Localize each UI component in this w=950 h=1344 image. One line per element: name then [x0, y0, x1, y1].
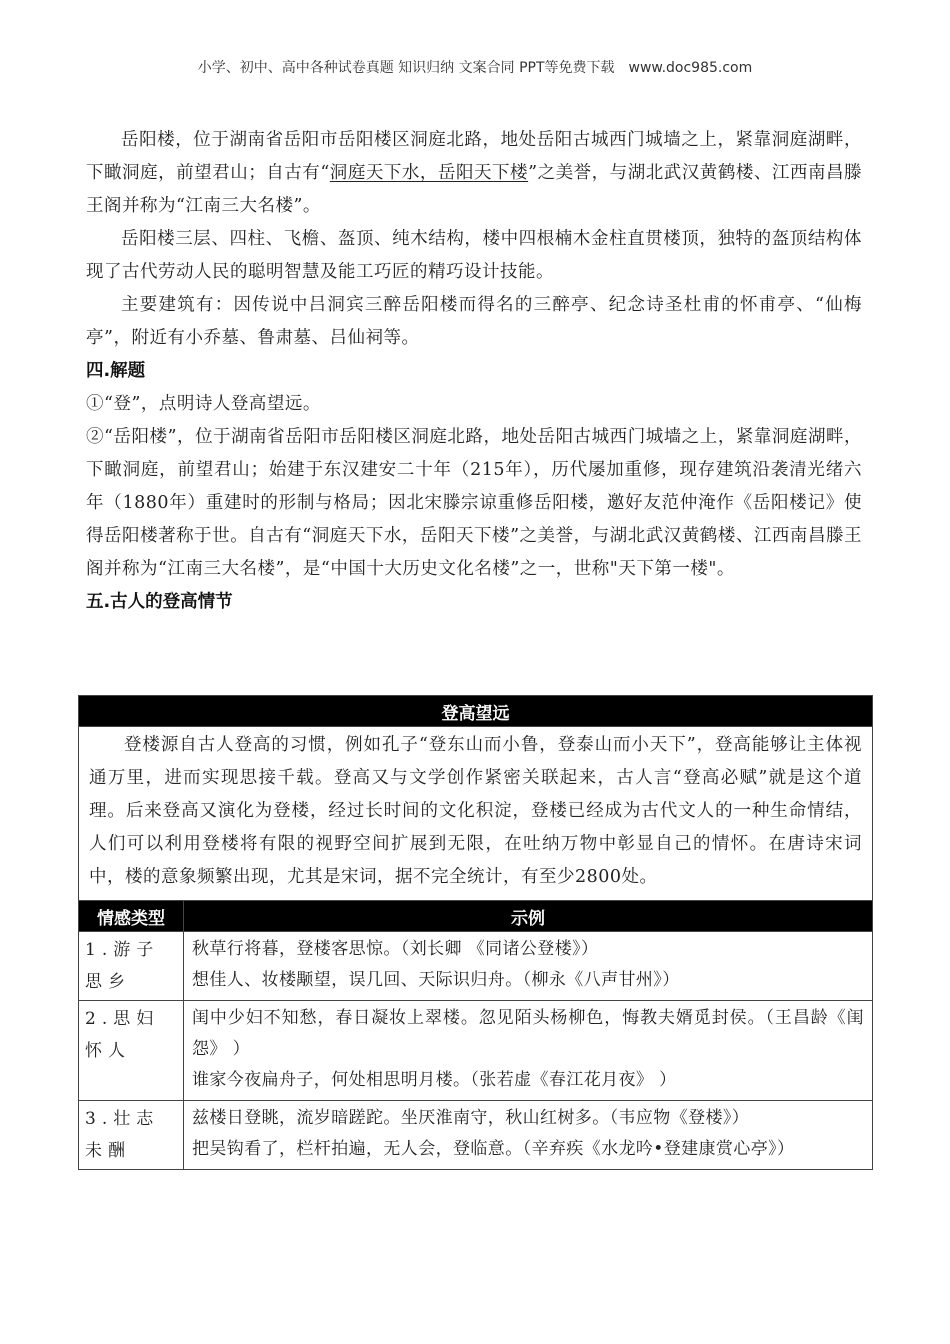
- section-4-item-2: ②“岳阳楼”，位于湖南省岳阳市岳阳楼区洞庭北路，地处岳阳古城西门城墙之上，紧靠洞庭湖畔，下瞰洞庭，前望君山；始建于东汉建安二十年（215年），历代屡加重修，现存建筑沿袭清光绪六年（1880年）重建时的形制与格局；因北宋滕宗谅重修岳阳楼，邀好友范仲淹作《岳阳楼记》使得岳阳楼著称于世。自古有“洞庭天下水，岳阳天下楼”之美誉，与湖北武汉黄鹤楼、江西南昌滕王阁并称为“江南三大名楼”，是“中国十大历史文化名楼”之一，世称"天下第一楼"。: [86, 427, 862, 579]
- column-header-example: 示例: [184, 901, 873, 932]
- emotion-type: 2.思妇怀人: [79, 1001, 184, 1101]
- example-line: 想佳人、妆楼颙望，误几回、天际识归舟。（柳永《八声甘州》）: [192, 970, 680, 990]
- table-intro-cell: [79, 727, 873, 901]
- examples-cell: [184, 1001, 873, 1101]
- example-line: 兹楼日登眺，流岁暗蹉跎。坐厌淮南守，秋山红树多。（韦应物《登楼》）: [192, 1108, 750, 1128]
- section-4-item-1: ①“登”，点明诗人登高望远。: [86, 394, 321, 414]
- section-4-title: 四.解题: [86, 361, 146, 381]
- page-header: [0, 57, 950, 77]
- header-text: 小学、初中、高中各种试卷真题 知识归纳 文案合同 PPT等免费下载: [197, 60, 615, 76]
- intro-paragraph-1: 岳阳楼，位于湖南省岳阳市岳阳楼区洞庭北路，地处岳阳古城西门城墙之上，紧靠洞庭湖畔，下瞰洞庭，前望君山；自古有“洞庭天下水，岳阳天下楼”之美誉，与湖北武汉黄鹤楼、江西南昌滕王阁并称为“江南三大名楼”。: [86, 130, 862, 216]
- table-row: [79, 932, 873, 1001]
- intro-paragraph-3: 主要建筑有：因传说中吕洞宾三醉岳阳楼而得名的三醉亭、纪念诗圣杜甫的怀甫亭、“仙梅亭”，附近有小乔墓、鲁肃墓、吕仙祠等。: [86, 295, 862, 348]
- example-line: 把吴钩看了，栏杆拍遍，无人会，登临意。（辛弃疾《水龙吟•登建康赏心亭》）: [192, 1139, 795, 1159]
- example-line: 闺中少妇不知愁，春日凝妆上翠楼。忽见陌头杨柳色，悔教夫婿觅封侯。（王昌龄《闺怨》 ）: [192, 1008, 864, 1059]
- column-header-type: 情感类型: [79, 901, 184, 932]
- emotion-table: [78, 695, 873, 1170]
- example-line: 秋草行将暮，登楼客思惊。（刘长卿 《同诸公登楼》）: [192, 939, 599, 959]
- section-5-title: 五.古人的登高情节: [86, 592, 233, 612]
- examples-cell: [184, 932, 873, 1001]
- table-heading: 登高望远: [79, 696, 873, 727]
- underlined-quote: 洞庭天下水，岳阳天下楼: [329, 163, 529, 183]
- header-url[interactable]: www.doc985.com: [628, 60, 753, 76]
- examples-cell: [184, 1101, 873, 1170]
- document-body: [86, 124, 862, 619]
- emotion-type: 3.壮志未酬: [79, 1101, 184, 1170]
- example-line: 谁家今夜扁舟子，何处相思明月楼。（张若虚《春江花月夜》 ）: [192, 1070, 677, 1090]
- table-row: [79, 1001, 873, 1101]
- intro-paragraph-2: 岳阳楼三层、四柱、飞檐、盔顶、纯木结构，楼中四根楠木金柱直贯楼顶，独特的盔顶结构体现了古代劳动人民的聪明智慧及能工巧匠的精巧设计技能。: [86, 229, 862, 282]
- emotion-type: 1.游子思乡: [79, 932, 184, 1001]
- table-intro-text: 登楼源自古人登高的习惯，例如孔子“登东山而小鲁，登泰山而小天下”，登高能够让主体视通万里，进而实现思接千载。登高又与文学创作紧密关联起来，古人言“登高必赋”就是这个道理。后来登高又演化为登楼，经过长时间的文化积淀，登楼已经成为古代文人的一种生命情结，人们可以利用登楼将有限的视野空间扩展到无限，在吐纳万物中彰显自己的情怀。在唐诗宋词中，楼的意象频繁出现，尤其是宋词，据不完全统计，有至少2800处。: [89, 735, 862, 887]
- table-row: [79, 1101, 873, 1170]
